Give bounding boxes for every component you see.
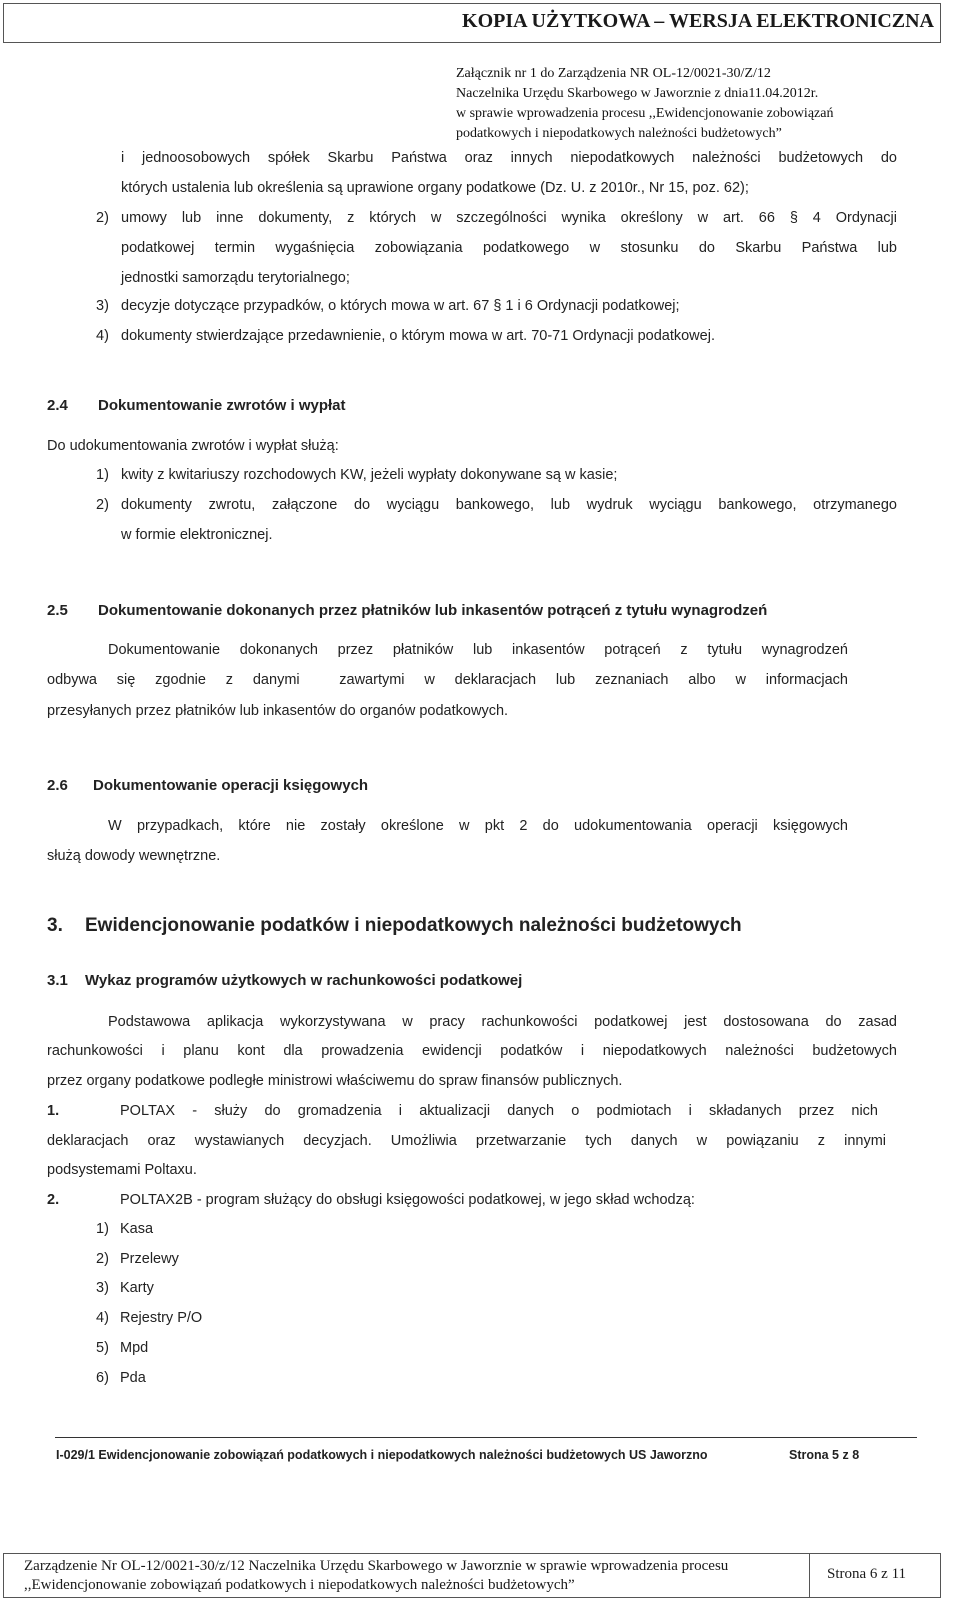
section-number: 2.6 (47, 777, 68, 794)
list-number: 2) (96, 497, 109, 513)
list-item-line: dokumenty zwrotu, załączone do wyciągu bankowego, lub wydruk wyciągu bankowego, otrzymanego (121, 497, 897, 513)
section-title: Dokumentowanie dokonanych przez płatników lub inkasentów potrąceń z tytułu wynagrodzeń (98, 602, 768, 619)
body-line: W przypadkach, które nie zostały określone w pkt 2 do udokumentowania operacji księgowych (108, 818, 848, 834)
attachment-header (456, 64, 946, 144)
body-line: służą dowody wewnętrzne. (47, 848, 221, 864)
scanned-page-footer: I-029/1 Ewidencjonowanie zobowiązań podatkowych i niepodatkowych należności budżetowych US Jaworzno (56, 1448, 708, 1462)
list-number: 5) (96, 1340, 109, 1356)
list-number: 2. (47, 1192, 60, 1208)
chapter-number: 3. (47, 915, 63, 936)
list-item-line: podatkowej termin wygaśnięcia zobowiązania podatkowego w stosunku do Skarbu Państwa lub (121, 240, 897, 256)
scanned-page-number: Strona 5 z 8 (789, 1448, 860, 1462)
section-title: Dokumentowanie operacji księgowych (93, 777, 369, 794)
chapter-title: Ewidencjonowanie podatków i niepodatkowych należności budżetowych (85, 915, 742, 936)
body-line: których ustalenia lub określenia są uprawione organy podatkowe (Dz. U. z 2010r., Nr 15, poz. 62); (121, 180, 749, 196)
body-line: Do udokumentowania zwrotów i wypłat służą: (47, 438, 339, 454)
body-line: odbywa się zgodnie z danymi zawartymi w deklaracjach lub zeznaniach albo w informacjach (47, 672, 848, 688)
list-item-line: podsystemami Poltaxu. (47, 1162, 197, 1178)
header-line: w sprawie wprowadzenia procesu ,,Ewidencjonowanie zobowiązań (456, 106, 834, 121)
list-item: Mpd (120, 1340, 149, 1356)
list-number: 2) (96, 210, 109, 226)
list-item-line: w formie elektronicznej. (121, 527, 273, 543)
list-number: 2) (96, 1251, 109, 1267)
footer-divider (809, 1554, 810, 1597)
body-line: przez organy podatkowe podległe ministrowi właściwemu do spraw finansów publicznych. (47, 1073, 623, 1089)
section-number: 2.4 (47, 397, 68, 414)
list-item-line: umowy lub inne dokumenty, z których w szczególności wynika określony w art. 66 § 4 Ordynacji (121, 210, 897, 226)
footer-rule (55, 1437, 917, 1438)
header-line: Naczelnika Urzędu Skarbowego w Jaworznie z dnia11.04.2012r. (456, 86, 819, 101)
list-item: Karty (120, 1280, 154, 1296)
section-number: 3.1 (47, 972, 68, 989)
body-line: i jednoosobowych spółek Skarbu Państwa oraz innych niepodatkowych należności budżetowych do (121, 150, 897, 166)
list-item: Kasa (120, 1221, 154, 1237)
body-line: Dokumentowanie dokonanych przez płatników lub inkasentów potrąceń z tytułu wynagrodzeń (108, 642, 848, 658)
list-item-line: dokumenty stwierdzające przedawnienie, o którym mowa w art. 70-71 Ordynacji podatkowej. (121, 328, 715, 344)
section-number: 2.5 (47, 602, 68, 619)
list-number: 3) (96, 1280, 109, 1296)
list-number: 6) (96, 1370, 109, 1386)
body-line: rachunkowości i planu kont dla prowadzenia ewidencji podatków i niepodatkowych należności budżetowych (47, 1043, 897, 1059)
list-item: Rejestry P/O (120, 1310, 203, 1326)
footer-line: Zarządzenie Nr OL-12/0021-30/z/12 Naczelnika Urzędu Skarbowego w Jaworznie w sprawie wprowadzenia procesu (24, 1558, 729, 1574)
list-item-line: decyzje dotyczące przypadków, o których mowa w art. 67 § 1 i 6 Ordynacji podatkowej; (121, 298, 680, 314)
list-item: Przelewy (120, 1251, 179, 1267)
copy-banner: KOPIA UŻYTKOWA – WERSJA ELEKTRONICZNA (3, 3, 941, 43)
page-number: Strona 6 z 11 (827, 1566, 907, 1582)
list-number: 3) (96, 298, 109, 314)
body-line: przesyłanych przez płatników lub inkasentów do organów podatkowych. (47, 703, 509, 719)
document-footer (3, 1553, 941, 1598)
list-number: 4) (96, 1310, 109, 1326)
footer-line: ,,Ewidencjonowanie zobowiązań podatkowych i niepodatkowych należności budżetowych” (24, 1577, 575, 1593)
list-item-line: POLTAX2B - program służący do obsługi księgowości podatkowej, w jego skład wchodzą: (120, 1192, 695, 1208)
list-number: 1. (47, 1103, 60, 1119)
list-item-line: kwity z kwitariuszy rozchodowych KW, jeżeli wypłaty dokonywane są w kasie; (121, 467, 618, 483)
header-line: podatkowych i niepodatkowych należności budżetowych” (456, 126, 782, 141)
section-title: Wykaz programów użytkowych w rachunkowości podatkowej (85, 972, 523, 989)
header-line: Załącznik nr 1 do Zarządzenia NR OL-12/0021-30/Z/12 (456, 66, 771, 81)
list-item-line: jednostki samorządu terytorialnego; (121, 270, 350, 286)
list-item: Pda (120, 1370, 146, 1386)
list-number: 1) (96, 467, 109, 483)
list-number: 4) (96, 328, 109, 344)
list-item-line: POLTAX - służy do gromadzenia i aktualizacji danych o podmiotach i składanych przez nich (120, 1103, 878, 1119)
list-number: 1) (96, 1221, 109, 1237)
body-line: Podstawowa aplikacja wykorzystywana w pracy rachunkowości podatkowej jest dostosowana do zasad (108, 1014, 897, 1030)
section-title: Dokumentowanie zwrotów i wypłat (98, 397, 346, 414)
list-item-line: deklaracjach oraz wystawianych decyzjach. Umożliwia przetwarzanie tych danych w powiązaniu z innymi (47, 1133, 886, 1149)
footer-description (24, 1557, 728, 1595)
